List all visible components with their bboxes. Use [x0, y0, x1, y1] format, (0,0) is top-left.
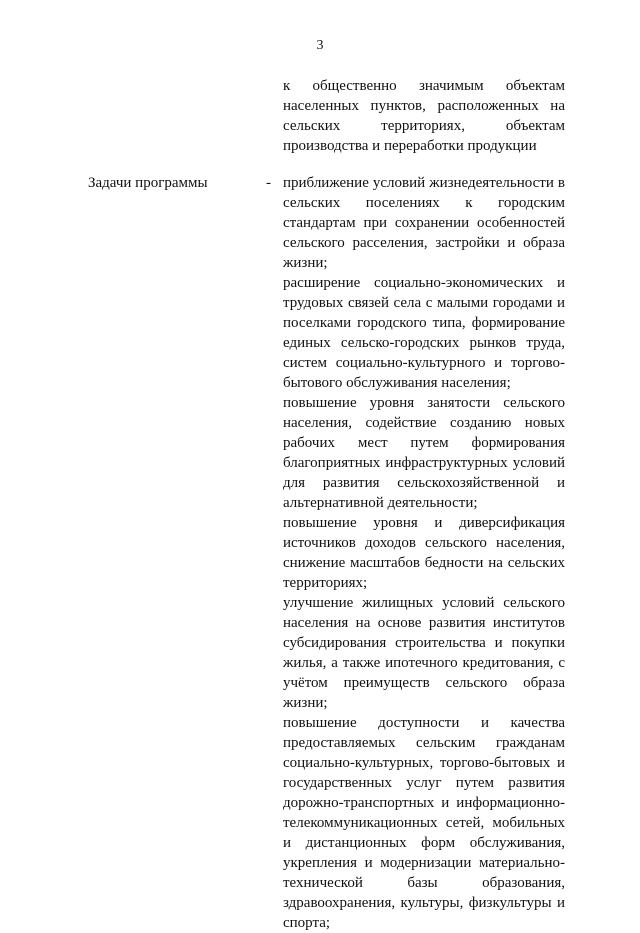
task-item: повышение уровня и диверсификация источников доходов сельского населения, снижение масштабов бедности на сельских территориях; [283, 515, 565, 591]
page-number: 3 [316, 38, 324, 53]
task-item: улучшение жилищных условий сельского населения на основе развития институтов субсидирования строительства и покупки жилья, а также ипотечного кредитования, с учётом преимуществ сельского образа жизни; [283, 595, 565, 711]
section-label: Задачи программы [88, 175, 208, 191]
task-item: повышение уровня занятости сельского населения, содействие созданию новых рабочих мест путем формирования благоприятных инфраструктурных условий для развития сельскохозяйственной и альтернативной деятельности; [283, 395, 565, 511]
intro-paragraph: к общественно значимым объектам населенных пунктов, расположенных на сельских территориях, объектам производства и переработки продукции [283, 78, 565, 154]
section-dash: - [266, 175, 271, 191]
task-item: повышение доступности и качества предоставляемых сельским гражданам социально-культурных, торгово-бытовых и государственных услуг путем развития дорожно-транспортных и информационно-телекоммуникационных сетей, мобильных и дистанционных форм обслуживания, укрепления и модернизации материально-технической базы образования, здравоохранения, культуры, физкультуры и спорта; [283, 715, 565, 931]
task-item: расширение социально-экономических и трудовых связей села с малыми городами и поселками городского типа, формирование единых сельско-городских рынков труда, систем социально-культурного и торгово-бытового обслуживания населения; [283, 275, 565, 391]
task-list [283, 173, 565, 933]
task-item: приближение условий жизнедеятельности в сельских поселениях к городским стандартам при сохранении особенностей сельского расселения, застройки и образа жизни; [283, 175, 565, 271]
